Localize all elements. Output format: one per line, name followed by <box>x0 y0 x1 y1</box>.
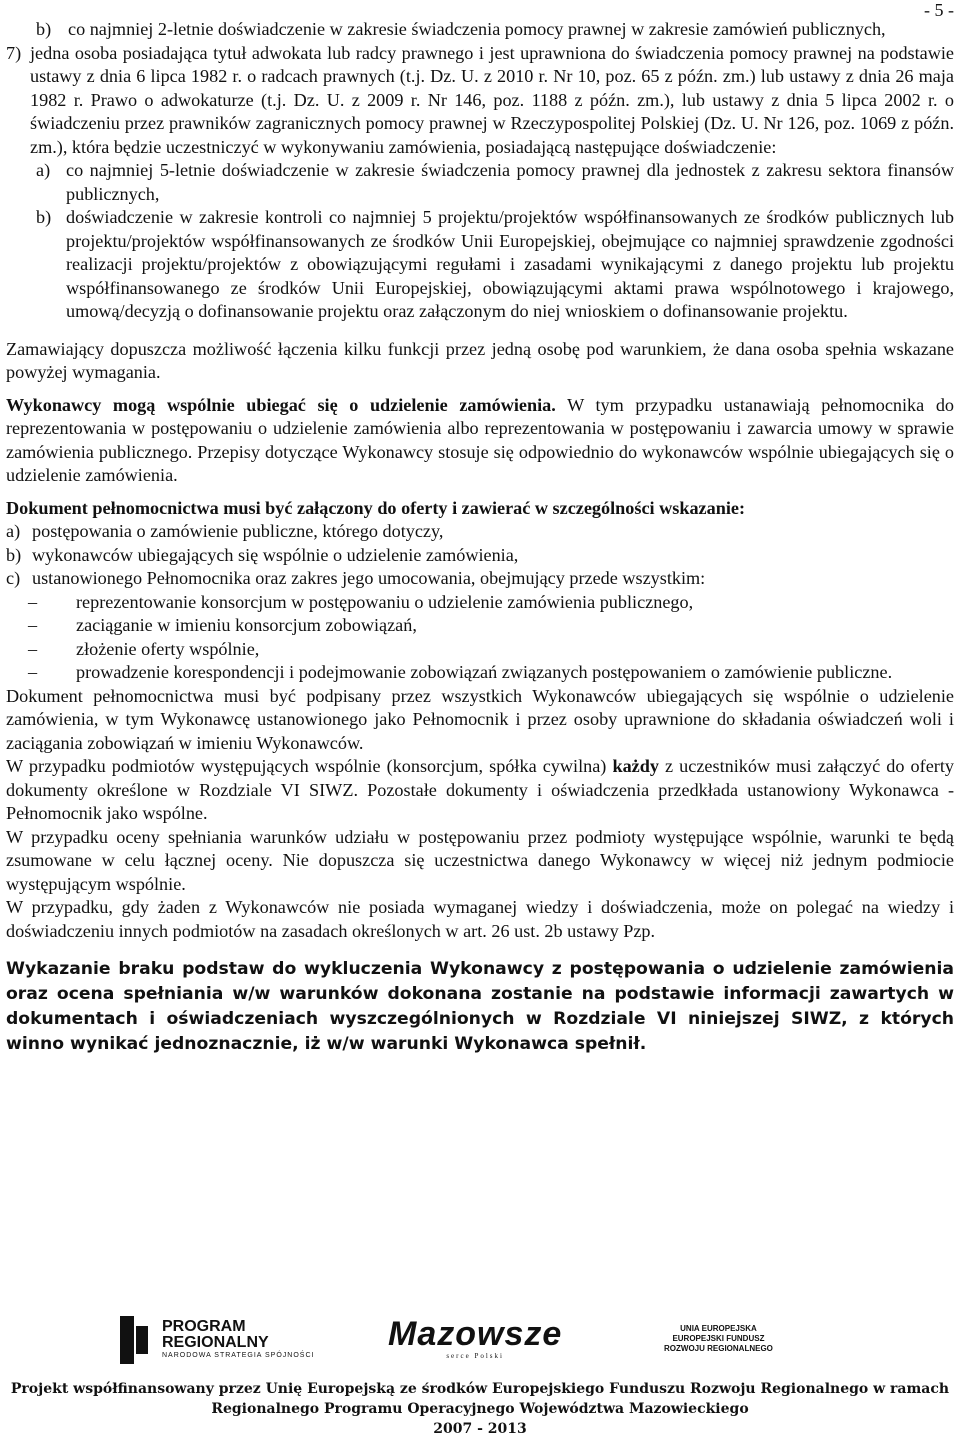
list-text: wykonawców ubiegających się wspólnie o udzielenie zamówienia, <box>32 544 519 565</box>
list-text: jedna osoba posiadająca tytuł adwokata lub radcy prawnego i jest uprawniona do świadczenia pomocy prawnej na podstawie ustawy z dnia 6 lipca 1982 r. o radcach prawnych (t.j. Dz. U. z 2010 r. Nr 10, poz. 65 z późn. zm.) lub ustawy z dnia 26 maja 1982 r. Prawo o adwokaturze (t.j. Dz. U. z 2009 r. Nr 146, poz. 1188 z późn. zm.), lub ustawy z dnia 5 lipca 2002 r. o świadczeniu przez prawników zagranicznych pomocy prawnej w Rzeczypospolitej Polskiej (Dz. U. Nr 126, poz. 1069 z późn. zm.), która będzie uczestniczyć w wykonywaniu zamówienia, posiadającą następujące doświadczenie: <box>30 42 954 157</box>
paragraph-joint-bid <box>6 394 954 488</box>
ue-line3: ROZWOJU REGIONALNEGO <box>664 1344 773 1353</box>
paragraph-consortium <box>6 755 954 826</box>
footer-line1: Projekt współfinansowany przez Unię Europejską ze środków Europejskiego Funduszu Rozwoju Regionalnego w ramach <box>10 1381 950 1397</box>
list-label: b) <box>36 207 52 227</box>
document-body <box>6 18 954 1057</box>
list-text: reprezentowanie konsorcjum w postępowaniu o udzielenie zamówienia publicznego, <box>76 591 694 612</box>
mazowsze-sub: serce Polski <box>446 1352 504 1360</box>
dash-items-list <box>6 591 954 685</box>
joint-bid-rest: W tym przypadku ustanawiają pełnomocnika do reprezentowania w postępowaniu o udzielenie zamówienia albo reprezentowania w postępowaniu i zawarcia umowy w sprawie zamówienia publicznego. Przepisy dotyczące Wykonawcy stosuje się odpowiednio do wykonawców wspólnie ubiegających się o udzielenie zamówienia. <box>6 394 955 485</box>
list-item <box>6 520 954 544</box>
list-item <box>6 159 954 206</box>
list-item <box>6 591 954 615</box>
list-text: złożenie oferty wspólnie, <box>76 638 260 659</box>
list-label: c) <box>6 568 21 588</box>
list-item <box>6 567 954 591</box>
dash-bullet: – <box>28 662 38 682</box>
paragraph-evaluation: W przypadku oceny spełniania warunków udziału w postępowaniu przez podmioty występujące wspólnie, warunki te będą zsumowane w celu łącznej oceny. Nie dopuszcza się uczestnictwa danego Wykonawcy w więcej niż jednym podmiocie występującym wspólnie. <box>6 826 954 894</box>
program-line2: REGIONALNY <box>162 1334 269 1351</box>
program-line3: NARODOWA STRATEGIA SPÓJNOŚCI <box>162 1352 315 1359</box>
list-text: ustanowionego Pełnomocnika oraz zakres jego umocowania, obejmujący przede wszystkim: <box>32 568 706 588</box>
paragraph-final-bold: Wykazanie braku podstaw do wykluczenia Wykonawcy z postępowania o udzielenie zamówienia oraz ocena spełniania w/w warunków dokonana zostanie na podstawie informacji zawartych w dokumentach i oświadczeniach wyszczególnionych w Rozdziale VI niniejszej SIWZ, z których winno wynikać jednoznacznie, iż w/w warunki Wykonawca spełnił. <box>6 959 954 1054</box>
joint-bid-bold: Wykonawcy mogą wspólnie ubiegać się o udzielenie zamówienia. <box>6 394 556 415</box>
dash-bullet: – <box>28 615 38 635</box>
list-text: co najmniej 5-letnie doświadczenie w zakresie świadczenia pomocy prawnej dla jednostek z zakresu sektora finansów publicznych, <box>66 160 954 204</box>
footer-line2: Regionalnego Programu Operacyjnego Województwa Mazowieckiego <box>211 1401 749 1417</box>
list-item <box>6 638 954 662</box>
list-item <box>6 18 954 42</box>
list-item <box>6 544 954 568</box>
consortium-text-2: z uczestników musi załączyć do oferty dokumenty określone w Rozdziale VI SIWZ. Pozostałe dokumenty i oświadczenia przedkłada ustanowiony Wykonawca - Pełnomocnik jako wspólne. <box>6 756 954 823</box>
list-label: 7) <box>6 42 22 63</box>
page-number: - 5 - <box>924 0 954 20</box>
list-label: a) <box>6 521 21 541</box>
list-text: zaciąganie w imieniu konsorcjum zobowiązań, <box>76 615 417 635</box>
mazowsze-logo <box>388 1316 562 1360</box>
list-text: co najmniej 2-letnie doświadczenie w zakresie świadczenia pomocy prawnej w zakresie zamówień publicznych, <box>68 19 886 39</box>
list-label: b) <box>6 544 22 565</box>
dash-bullet: – <box>28 638 38 659</box>
list-text: postępowania o zamówienie publiczne, którego dotyczy, <box>32 521 444 541</box>
mazowsze-word: Mazowsze <box>388 1315 563 1353</box>
program-flag-icon <box>116 1316 152 1364</box>
consortium-bold: każdy <box>612 756 659 776</box>
dash-bullet: – <box>28 591 38 612</box>
doc-heading-text: Dokument pełnomocnictwa musi być załączony do oferty i zawierać w szczególności wskazanie: <box>6 497 746 518</box>
eu-logo <box>664 1324 773 1354</box>
list-item <box>6 42 954 160</box>
footer-line3: 2007 - 2013 <box>433 1421 527 1437</box>
list-item <box>6 206 954 324</box>
list-item <box>6 614 954 638</box>
list-item <box>6 661 954 685</box>
ue-line2: EUROPEJSKI FUNDUSZ <box>672 1334 765 1343</box>
paragraph-knowledge: W przypadku, gdy żaden z Wykonawców nie posiada wymaganej wiedzy i doświadczenia, może on polegać na wiedzy i doświadczeniu innych podmiotów na zasadach określonych w art. 26 ust. 2b ustawy Pzp. <box>6 897 954 941</box>
program-regionalny-logo <box>116 1316 314 1364</box>
logo-strip <box>0 1310 960 1370</box>
list-label: b) <box>36 19 52 39</box>
list-text: doświadczenie w zakresie kontroli co najmniej 5 projektu/projektów współfinansowanych ze środków publicznych lub projektu/projektów współfinansowanych ze środków Unii Europejskiej, obejmujące co najmniej sprawdzenie zgodności realizacji projektu/projektów z obowiązującymi regułami i zasadami wynikającymi z danego projektu lub projektu współfinansowanego ze środków Unii Europejskiej, obowiązującymi aktami prawa wspólnotowego i krajowego, umową/decyzją o dofinansowanie projektu oraz załączonym do niej wnioskiem o dofinansowanie projektu. <box>66 207 954 321</box>
ue-line1: UNIA EUROPEJSKA <box>680 1324 757 1333</box>
doc-heading <box>6 497 954 521</box>
paragraph-combine-functions: Zamawiający dopuszcza możliwość łączenia kilku funkcji przez jedną osobę pod warunkiem, że dana osoba spełnia wskazane powyżej wymagania. <box>6 338 954 382</box>
paragraph-signed: Dokument pełnomocnictwa musi być podpisany przez wszystkich Wykonawców ubiegających się wspólnie o udzielenie zamówienia, w tym Wykonawcę ustanowionego jako Pełnomocnik i przez osoby uprawnione do składania oświadczeń woli i zaciągania zobowiązań w imieniu Wykonawców. <box>6 685 954 753</box>
list-text: prowadzenie korespondencji i podejmowanie zobowiązań związanych postępowaniem o zamówienie publiczne. <box>76 662 893 682</box>
consortium-text-1: W przypadku podmiotów występujących wspólnie (konsorcjum, spółka cywilna) <box>6 756 613 776</box>
page-footer <box>0 1379 960 1439</box>
program-line1: PROGRAM <box>162 1318 246 1335</box>
list-label: a) <box>36 160 51 180</box>
doc-items-list <box>6 520 954 591</box>
